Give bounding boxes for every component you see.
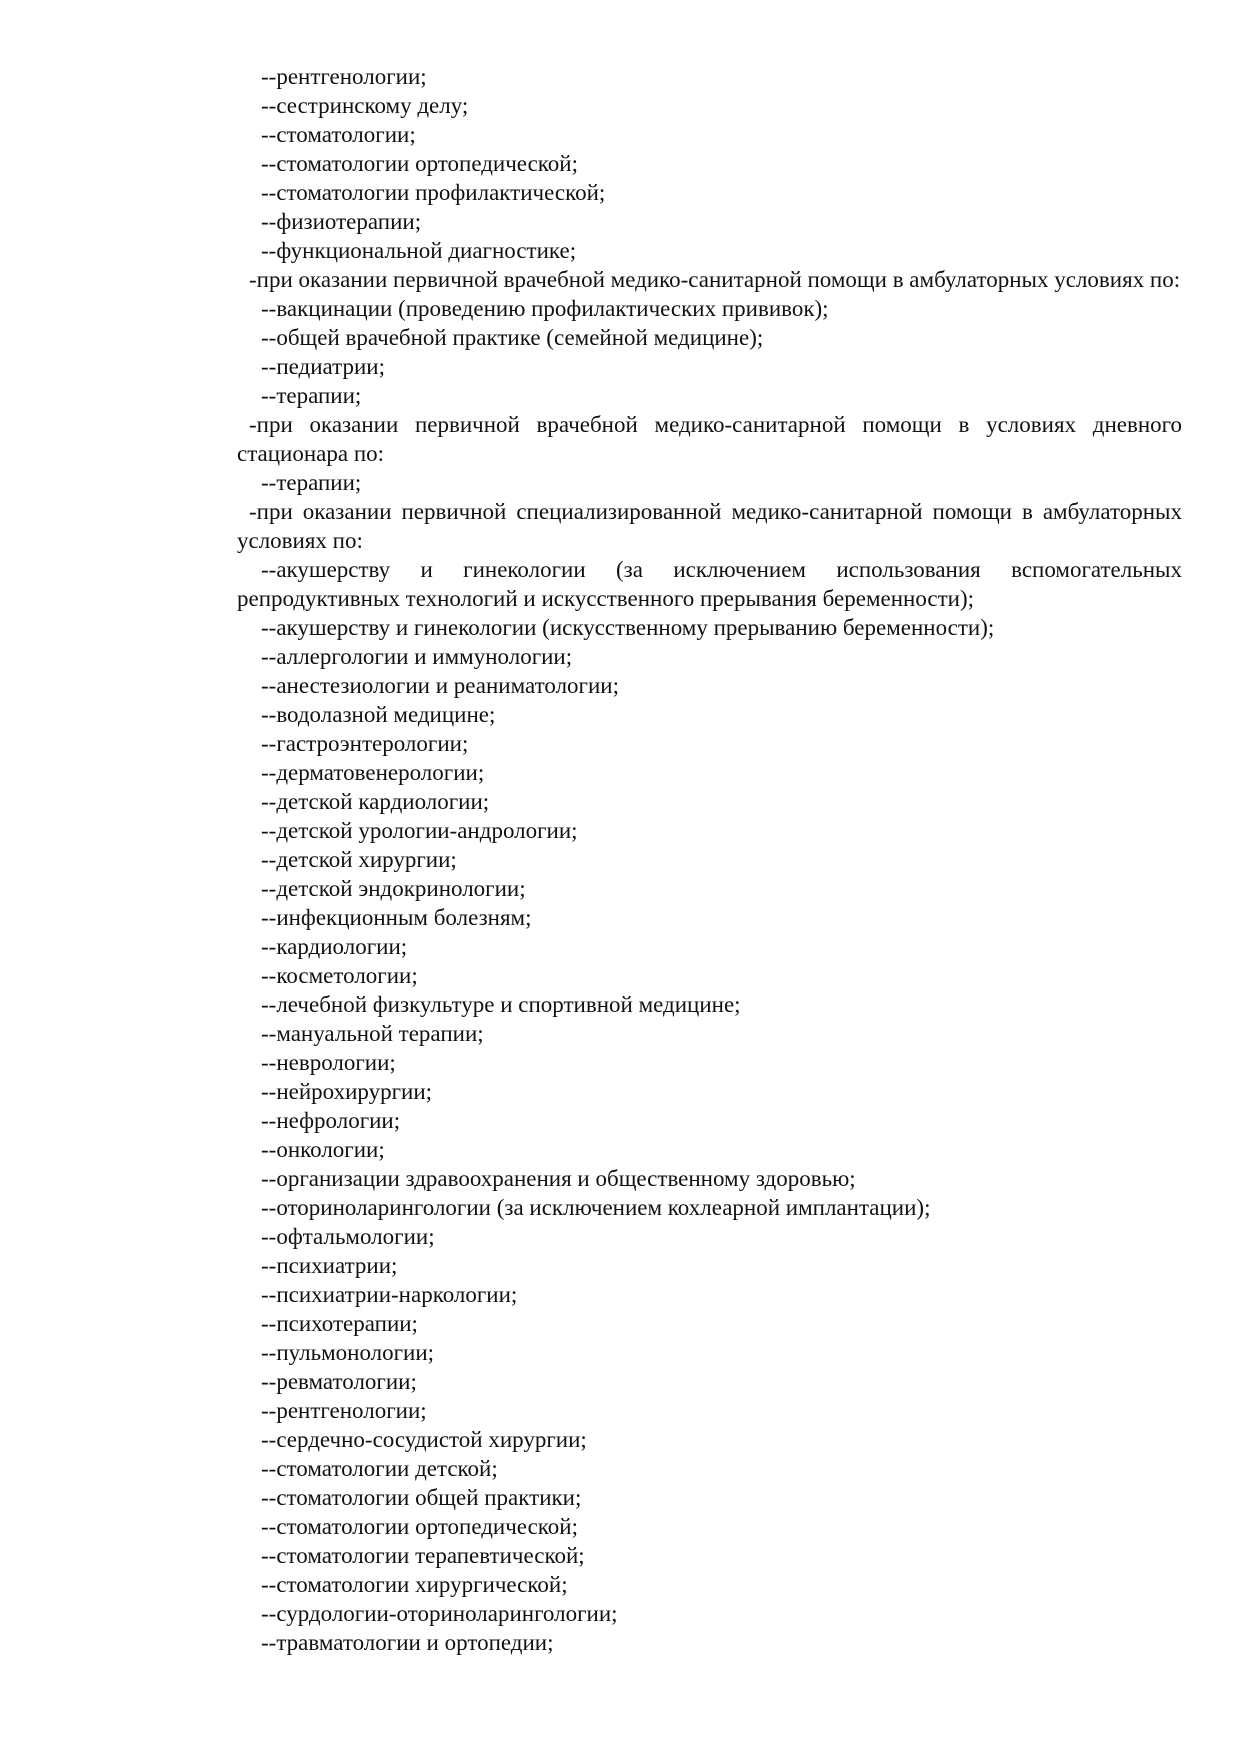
list-item: --стоматологии; [261, 122, 416, 147]
list-item: --детской эндокринологии; [261, 876, 526, 901]
list-item: --детской урологии-андрологии; [261, 818, 578, 843]
list-item: --офтальмологии; [261, 1224, 435, 1249]
section-heading: -при оказании первичной врачебной медико-санитарной помощи в амбулаторных условиях по: [249, 267, 1181, 292]
list-item: --психиатрии-наркологии; [261, 1282, 518, 1307]
list-item: --акушерству и гинекологии (искусственному прерыванию беременности); [261, 615, 995, 640]
document-body [237, 62, 1182, 1657]
list-item: --общей врачебной практике (семейной медицине); [261, 325, 764, 350]
section-heading: -при оказании первичной врачебной медико-санитарной помощи в условиях дневного стационара по: [237, 412, 1182, 466]
list-item: --стоматологии детской; [261, 1456, 498, 1481]
list-item: --сестринскому делу; [261, 93, 469, 118]
list-item: --рентгенологии; [261, 1398, 427, 1423]
list-item: --терапии; [261, 470, 362, 495]
section-heading: -при оказании первичной специализированной медико-санитарной помощи в амбулаторных условиях по: [237, 499, 1182, 553]
list-item: --стоматологии ортопедической; [261, 1514, 579, 1539]
list-item: --стоматологии общей практики; [261, 1485, 582, 1510]
list-item: --нейрохирургии; [261, 1079, 433, 1104]
list-item: --онкологии; [261, 1137, 385, 1162]
list-item: --педиатрии; [261, 354, 385, 379]
list-item: --сердечно-сосудистой хирургии; [261, 1427, 587, 1452]
list-item: --дерматовенерологии; [261, 760, 485, 785]
list-item: --функциональной диагностике; [261, 238, 577, 263]
list-item: --пульмонологии; [261, 1340, 435, 1365]
list-item: --нефрологии; [261, 1108, 401, 1133]
list-item: --стоматологии хирургической; [261, 1572, 568, 1597]
list-item: --мануальной терапии; [261, 1021, 484, 1046]
list-item: --стоматологии терапевтической; [261, 1543, 585, 1568]
list-item: --анестезиологии и реаниматологии; [261, 673, 619, 698]
list-item: --водолазной медицине; [261, 702, 496, 727]
list-item: --рентгенологии; [261, 64, 427, 89]
list-item: --психиатрии; [261, 1253, 398, 1278]
list-item: --косметологии; [261, 963, 418, 988]
list-item: --физиотерапии; [261, 209, 422, 234]
list-item: --гастроэнтерологии; [261, 731, 469, 756]
list-item: --аллергологии и иммунологии; [261, 644, 573, 669]
list-item: --ревматологии; [261, 1369, 417, 1394]
list-item: --психотерапии; [261, 1311, 418, 1336]
list-item: --неврологии; [261, 1050, 396, 1075]
list-item: --стоматологии ортопедической; [261, 151, 579, 176]
list-item: --кардиологии; [261, 934, 408, 959]
list-item: --акушерству и гинекологии (за исключением использования вспомогательных репродуктивных технологий и искусственного прерывания беременности); [237, 557, 1182, 611]
list-item: --детской кардиологии; [261, 789, 490, 814]
list-item: --детской хирургии; [261, 847, 457, 872]
list-item: --организации здравоохранения и общественному здоровью; [261, 1166, 856, 1191]
list-item: --лечебной физкультуре и спортивной медицине; [261, 992, 741, 1017]
list-item: --инфекционным болезням; [261, 905, 532, 930]
list-item: --сурдологии-оториноларингологии; [261, 1601, 618, 1626]
list-item: --оториноларингологии (за исключением кохлеарной имплантации); [261, 1195, 931, 1220]
list-item: --стоматологии профилактической; [261, 180, 606, 205]
list-item: --травматологии и ортопедии; [261, 1630, 554, 1655]
list-item: --вакцинации (проведению профилактических прививок); [261, 296, 829, 321]
list-item: --терапии; [261, 383, 362, 408]
